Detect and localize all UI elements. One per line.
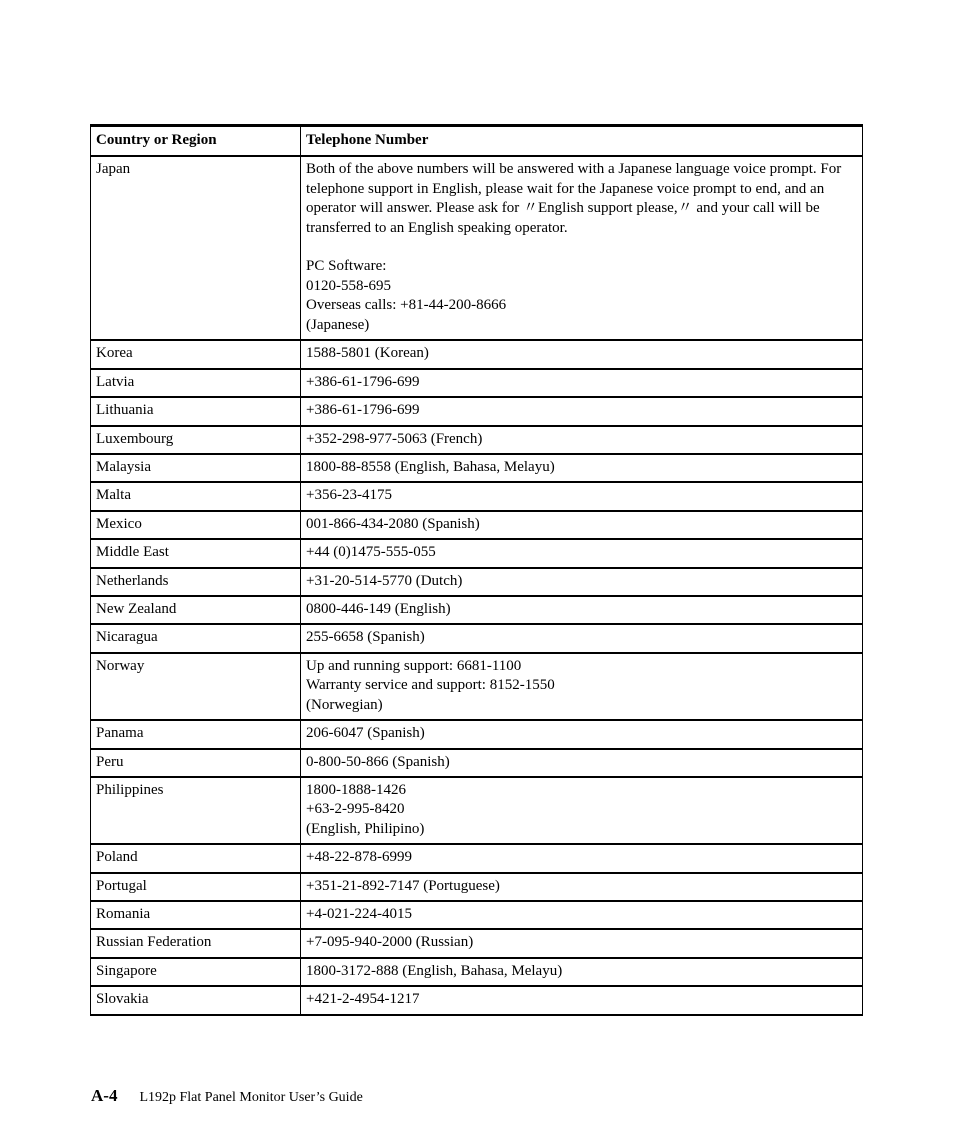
country-cell: Russian Federation (91, 929, 301, 957)
country-cell: Philippines (91, 777, 301, 844)
phone-cell: Up and running support: 6681-1100 Warranty service and support: 8152-1550 (Norwegian) (301, 653, 863, 720)
table-row (91, 901, 863, 929)
country-cell: Lithuania (91, 397, 301, 425)
country-cell: Nicaragua (91, 624, 301, 652)
country-cell: Malaysia (91, 454, 301, 482)
phone-cell: +386-61-1796-699 (301, 369, 863, 397)
phone-cell: 255-6658 (Spanish) (301, 624, 863, 652)
country-cell: Netherlands (91, 568, 301, 596)
phone-cell: 1800-1888-1426 +63-2-995-8420 (English, Philipino) (301, 777, 863, 844)
country-cell: Singapore (91, 958, 301, 986)
table-row (91, 511, 863, 539)
table-row (91, 596, 863, 624)
table-row (91, 397, 863, 425)
country-cell: Luxembourg (91, 426, 301, 454)
page-footer (91, 1086, 363, 1106)
table-row (91, 844, 863, 872)
table-row (91, 720, 863, 748)
table-header-row (91, 126, 863, 157)
phone-cell: +421-2-4954-1217 (301, 986, 863, 1014)
country-cell: Korea (91, 340, 301, 368)
country-cell: Peru (91, 749, 301, 777)
country-cell: Poland (91, 844, 301, 872)
table-row (91, 749, 863, 777)
phone-cell: +48-22-878-6999 (301, 844, 863, 872)
table-row (91, 482, 863, 510)
table-row (91, 369, 863, 397)
column-header-phone: Telephone Number (301, 126, 863, 157)
phone-cell: +7-095-940-2000 (Russian) (301, 929, 863, 957)
phone-cell: +31-20-514-5770 (Dutch) (301, 568, 863, 596)
table-row (91, 454, 863, 482)
country-cell: Malta (91, 482, 301, 510)
phone-cell: Both of the above numbers will be answered with a Japanese language voice prompt. For telephone support in English, please wait for the Japanese voice prompt to end, and an operator will answer. Please ask for 〃English support please,〃 and your call will be transferred to an English speaking operator. PC Software: 0120-558-695 Overseas calls: +81-44-200-8666 (Japanese) (301, 156, 863, 340)
country-cell: Middle East (91, 539, 301, 567)
table-row (91, 624, 863, 652)
phone-cell: +44 (0)1475-555-055 (301, 539, 863, 567)
country-cell: Norway (91, 653, 301, 720)
phone-cell: +351-21-892-7147 (Portuguese) (301, 873, 863, 901)
page-number: A-4 (91, 1086, 118, 1105)
phone-cell: 1800-88-8558 (English, Bahasa, Melayu) (301, 454, 863, 482)
table-row (91, 873, 863, 901)
phone-cell: +356-23-4175 (301, 482, 863, 510)
country-cell: Latvia (91, 369, 301, 397)
phone-cell: 0800-446-149 (English) (301, 596, 863, 624)
phone-cell: +4-021-224-4015 (301, 901, 863, 929)
column-header-country: Country or Region (91, 126, 301, 157)
country-cell: Mexico (91, 511, 301, 539)
table-row (91, 340, 863, 368)
country-cell: Japan (91, 156, 301, 340)
country-cell: Romania (91, 901, 301, 929)
table-row (91, 426, 863, 454)
country-cell: Panama (91, 720, 301, 748)
phone-cell: 0-800-50-866 (Spanish) (301, 749, 863, 777)
guide-title: L192p Flat Panel Monitor User’s Guide (139, 1090, 363, 1105)
table-row (91, 156, 863, 340)
phone-cell: 1800-3172-888 (English, Bahasa, Melayu) (301, 958, 863, 986)
country-cell: Slovakia (91, 986, 301, 1014)
table-row (91, 929, 863, 957)
phone-cell: +352-298-977-5063 (French) (301, 426, 863, 454)
phone-cell: 1588-5801 (Korean) (301, 340, 863, 368)
country-cell: New Zealand (91, 596, 301, 624)
table-row (91, 777, 863, 844)
table-row (91, 653, 863, 720)
table-row (91, 958, 863, 986)
phone-cell: 206-6047 (Spanish) (301, 720, 863, 748)
table-row (91, 568, 863, 596)
table-row (91, 986, 863, 1014)
phone-cell: 001-866-434-2080 (Spanish) (301, 511, 863, 539)
table-row (91, 539, 863, 567)
phone-cell: +386-61-1796-699 (301, 397, 863, 425)
country-cell: Portugal (91, 873, 301, 901)
support-phone-table (90, 124, 863, 1016)
